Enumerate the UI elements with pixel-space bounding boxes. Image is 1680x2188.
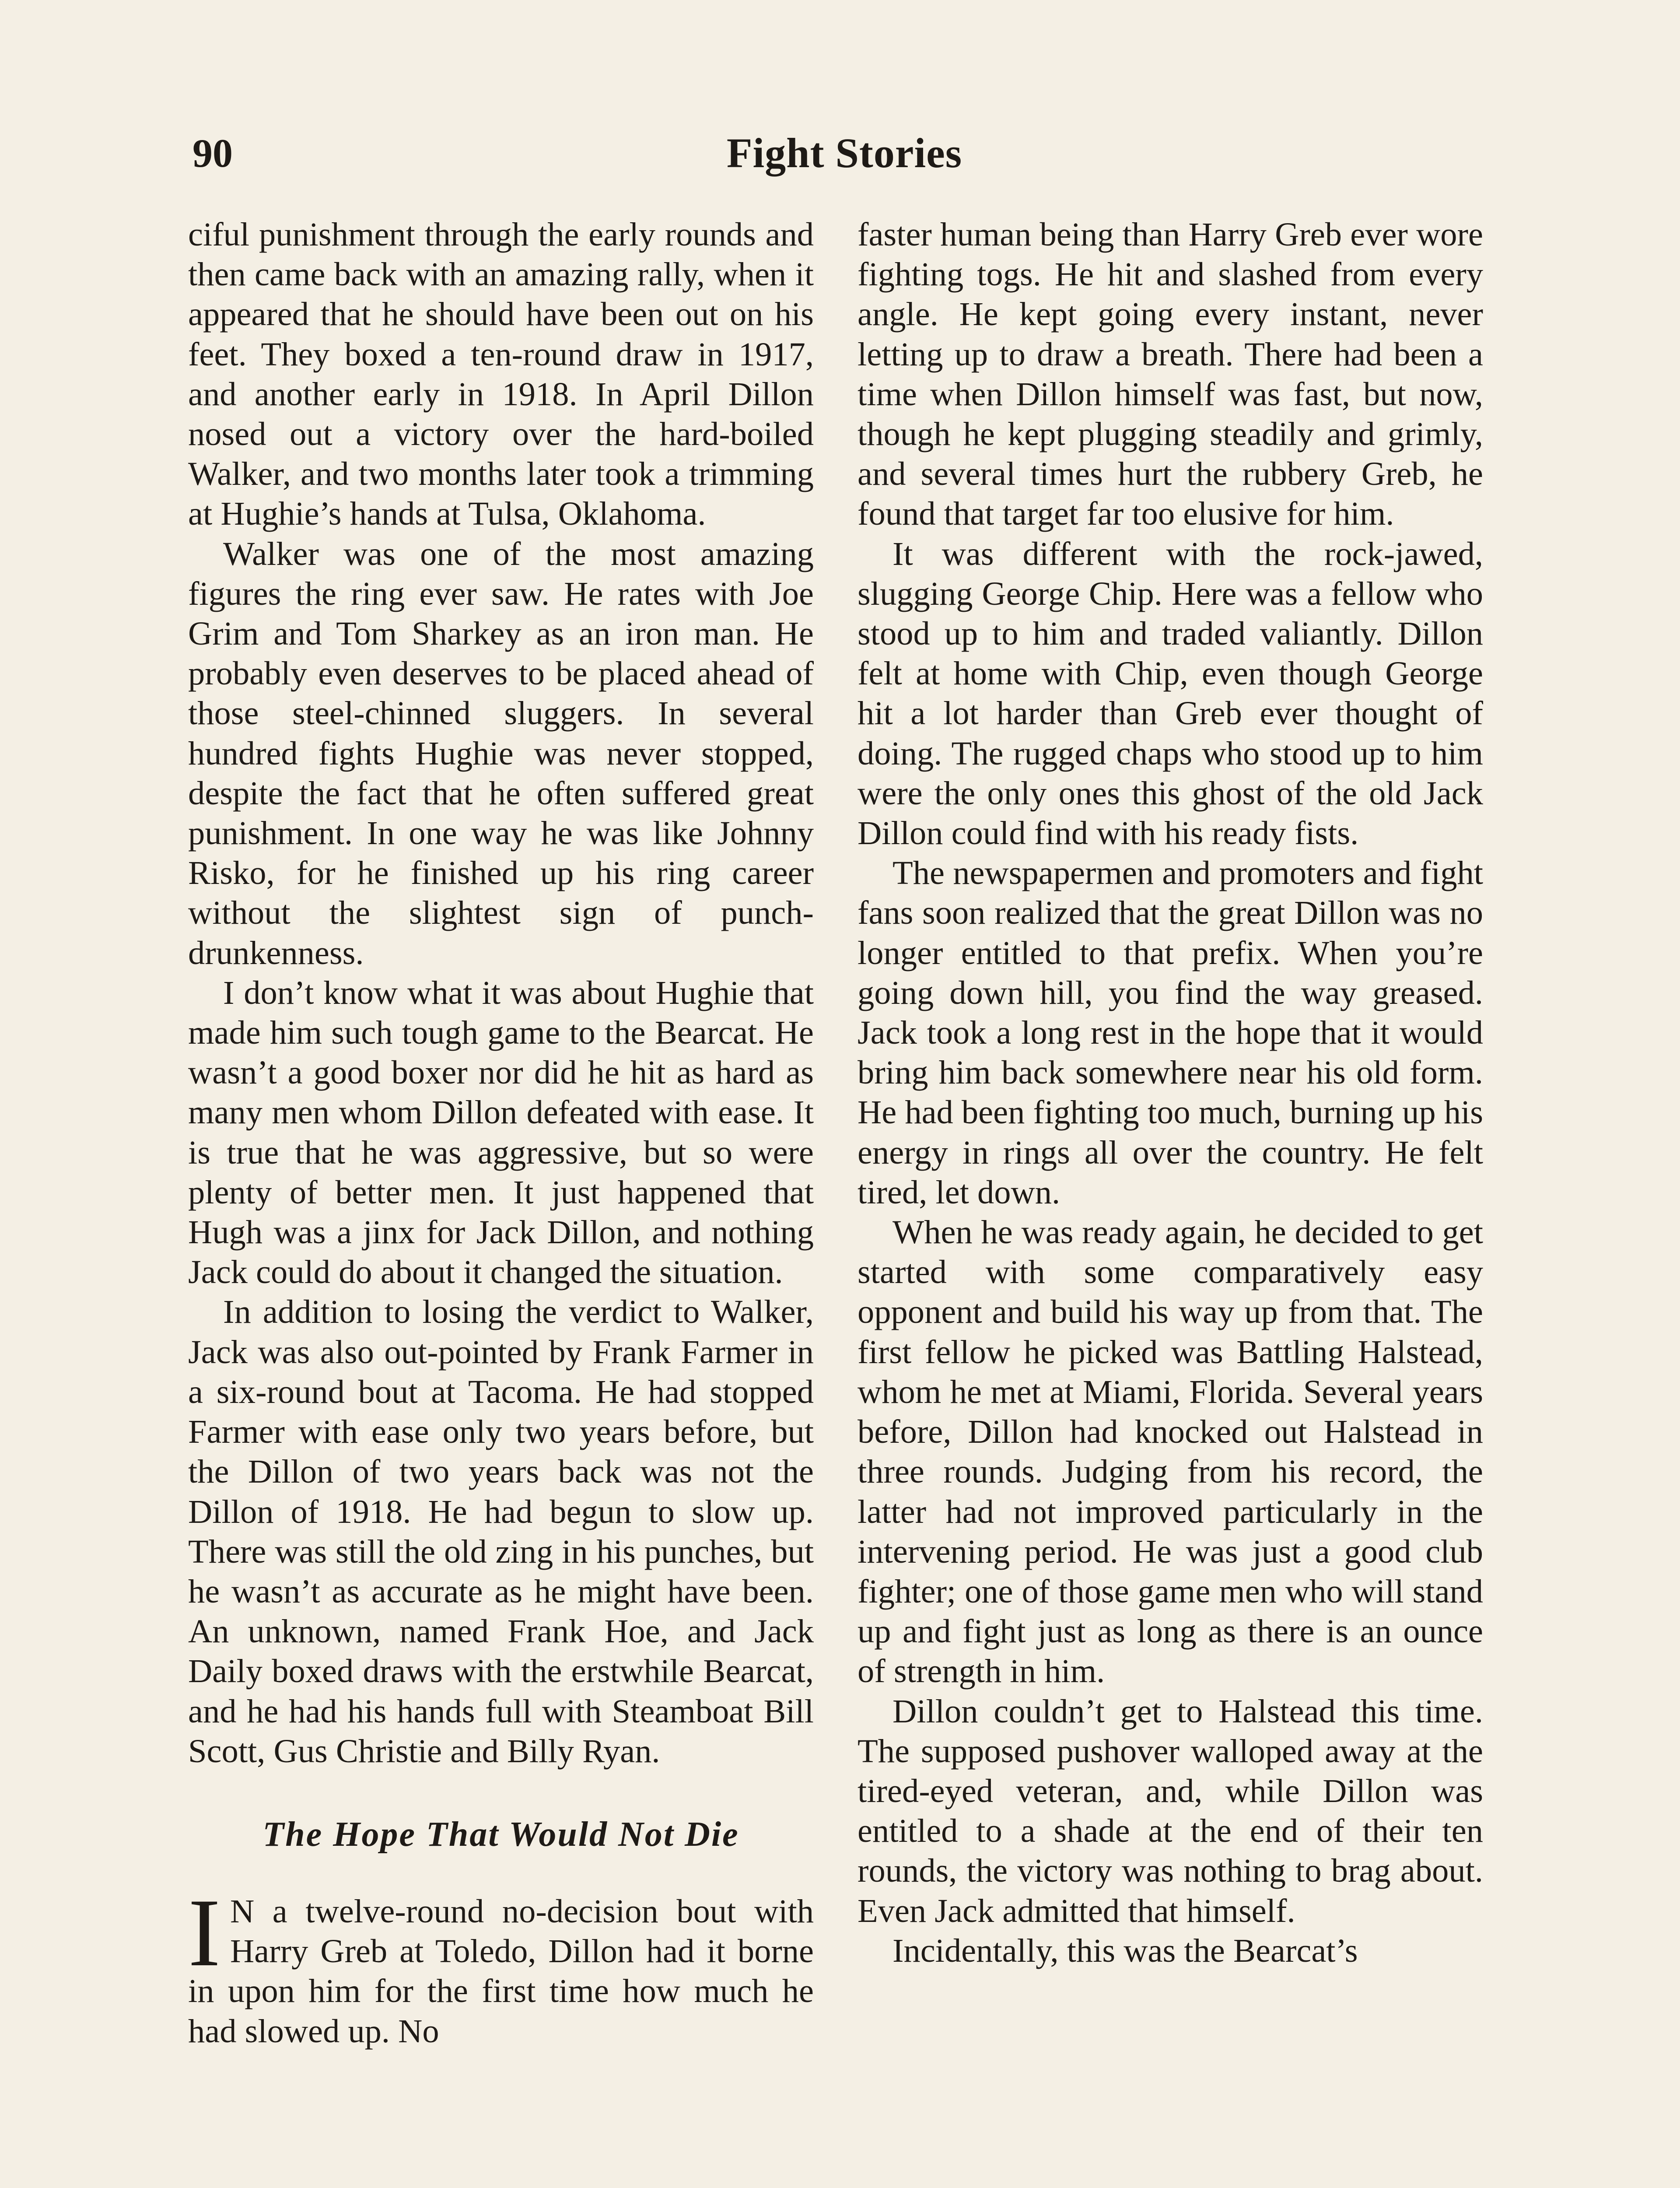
paragraph: It was different with the rock-jawed, slugging George Chip. Here was a fellow who stood up to him and traded valiantly. Dillon felt at home with Chip, even though George hit a lot harder than Greb ever thought of doing. The rugged chaps who stood up to him were the only ones this ghost of the old Jack Dillon could find with his ready fists. (858, 535, 1483, 852)
section-heading: The Hope That Would Not Die (262, 1815, 739, 1854)
paragraph: In addition to losing the verdict to Walker, Jack was also out-pointed by Frank Farmer in a six-round bout at Tacoma. He had stopped Farmer with ease only two years before, but the Dillon of two years back was not the Dillon of 1918. He had begun to slow up. There was still the old zing in his punches, but he wasn’t as accurate as he might have been. An unknown, named Frank Hoe, and Jack Daily boxed draws with the erstwhile Bearcat, and he had his hands full with Steamboat Bill Scott, Gus Christie and Billy Ryan. (188, 1293, 814, 1770)
dropcap-paragraph-text: N a twelve-round no-decision bout with Harry Greb at Toledo, Dillon had it borne in upon him for the first time how much he had slowed up. No (188, 1892, 814, 2050)
paragraph: Dillon couldn’t get to Halstead this time. The supposed pushover walloped away at the tired-eyed veteran, and, while Dillon was entitled to a shade at the end of their ten rounds, the victory was nothing to brag about. Even Jack admitted that himself. (858, 1692, 1483, 1929)
left-column (188, 214, 814, 2051)
paragraph: The newspapermen and promoters and fight fans soon realized that the great Dillon was no longer entitled to that prefix. When you’re going down hill, you find the way greased. Jack took a long rest in the hope that it would bring him back somewhere near his old form. He had been fighting too much, burning up his energy in rings all over the country. He felt tired, let down. (858, 854, 1483, 1211)
running-title: Fight Stories (726, 130, 962, 176)
right-column (858, 214, 1483, 1971)
paragraph: I don’t know what it was about Hughie that made him such tough game to the Bearcat. He wasn’t a good boxer nor did he hit as hard as many men whom Dillon defeated with ease. It is true that he was aggressive, but so were plenty of better men. It just happened that Hugh was a jinx for Jack Dillon, and nothing Jack could do about it changed the situation. (188, 974, 814, 1291)
paragraph: Walker was one of the most amazing figures the ring ever saw. He rates with Joe Grim and Tom Sharkey as an iron man. He probably even deserves to be placed ahead of those steel-chinned sluggers. In several hundred fights Hughie was never stopped, despite the fact that he often suffered great punishment. In one way he was like Johnny Risko, for he finished up his ring career without the slightest sign of punch-drunkenness. (188, 535, 814, 971)
paragraph: Incidentally, this was the Bearcat’s (892, 1932, 1358, 1969)
page-number: 90 (192, 131, 233, 175)
paragraph: ciful punishment through the early rounds and then came back with an amazing rally, when it appeared that he should have been out on his feet. They boxed a ten-round draw in 1917, and another early in 1918. In April Dillon nosed out a victory over the hard-boiled Walker, and two months later took a trimming at Hughie’s hands at Tulsa, Oklahoma. (188, 216, 814, 533)
paragraph: When he was ready again, he decided to get started with some comparatively easy opponent and build his way up from that. The first fellow he picked was Battling Halstead, whom he met at Miami, Florida. Several years before, Dillon had knocked out Halstead in three rounds. Judging from his record, the latter had not improved particularly in the intervening period. He was just a good club fighter; one of those game men who will stand up and fight just as long as there is an ounce of strength in him. (858, 1213, 1483, 1690)
page-header (192, 123, 1496, 184)
drop-cap: I (188, 1879, 220, 1987)
dropcap-paragraph (188, 1879, 814, 2051)
paragraph: faster human being than Harry Greb ever wore fighting togs. He hit and slashed from every angle. He kept going every instant, never letting up to draw a breath. There had been a time when Dillon himself was fast, but now, though he kept plugging steadily and grimly, and several times hurt the rubbery Greb, he found that target far too elusive for him. (858, 216, 1483, 533)
